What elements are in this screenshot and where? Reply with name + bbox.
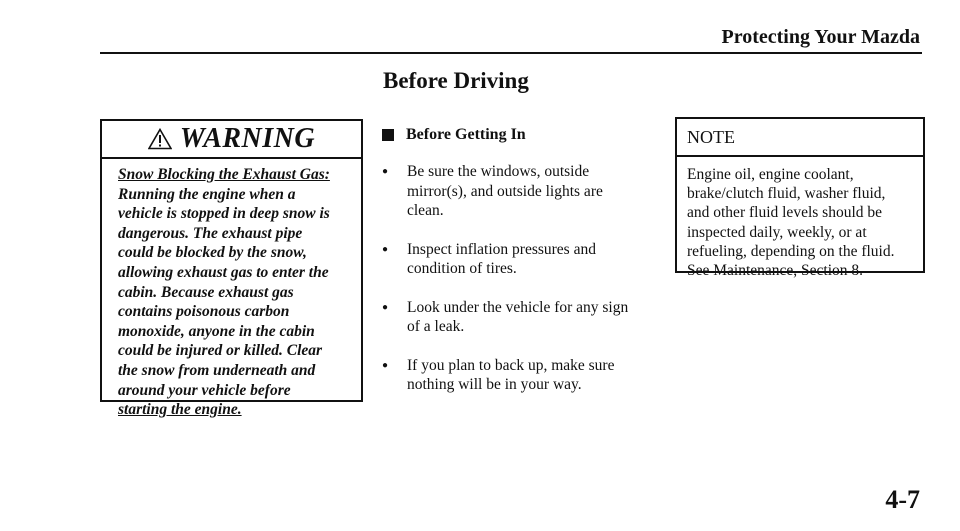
sub-heading: [382, 126, 652, 144]
item-line: of a leak.: [407, 318, 465, 335]
warning-line: cabin. Because exhaust gas: [118, 283, 294, 301]
sub-heading-text: Before Getting In: [406, 126, 526, 143]
warning-last-line: starting the engine.: [118, 401, 242, 419]
warning-body: [102, 159, 361, 420]
bullet-dot-icon: [382, 298, 407, 337]
warning-line: monoxide, anyone in the cabin: [118, 322, 315, 340]
warning-line: dangerous. The exhaust pipe: [118, 224, 303, 242]
list-item: [382, 298, 652, 337]
item-line: Inspect inflation pressures and: [407, 240, 596, 258]
item-line: mirror(s), and outside lights are: [407, 182, 603, 200]
warning-line: allowing exhaust gas to enter the: [118, 263, 329, 281]
warning-title: WARNING: [179, 123, 316, 154]
item-line: nothing will be in your way.: [407, 376, 582, 393]
list-item: [382, 240, 652, 279]
warning-line: around your vehicle before: [118, 381, 291, 399]
note-line: inspected daily, weekly, or at: [687, 223, 867, 241]
note-body: [677, 157, 923, 280]
warning-subtitle: Snow Blocking the Exhaust Gas:: [118, 166, 330, 183]
bullet-dot-icon: [382, 162, 407, 221]
item-line: Be sure the windows, outside: [407, 163, 590, 180]
item-line: Look under the vehicle for any sign: [407, 298, 629, 316]
note-line: and other fluid levels should be: [687, 204, 882, 222]
warning-line: could be blocked by the snow,: [118, 244, 307, 262]
page-number: 4-7: [885, 485, 920, 514]
warning-line: contains poisonous carbon: [118, 303, 290, 321]
item-line: If you plan to back up, make sure: [407, 356, 615, 374]
note-line: Engine oil, engine coolant,: [687, 166, 854, 183]
header-rule: [100, 52, 922, 54]
square-bullet-icon: [382, 129, 394, 141]
before-getting-in-section: [382, 126, 652, 414]
warning-line: [118, 400, 351, 420]
warning-line: Running the engine when a: [118, 185, 296, 203]
warning-line: the snow from underneath and: [118, 361, 316, 379]
item-line: clean.: [407, 202, 444, 219]
note-line: See Maintenance, Section 8.: [687, 262, 864, 280]
note-title: NOTE: [677, 119, 923, 157]
warning-line: could be injured or killed. Clear: [118, 342, 323, 360]
checklist: [382, 162, 652, 395]
note-line: brake/clutch fluid, washer fluid,: [687, 185, 886, 203]
bullet-dot-icon: [382, 356, 407, 395]
list-item: [382, 356, 652, 395]
note-box: [675, 117, 925, 280]
section-title: Before Driving: [383, 68, 529, 93]
warning-triangle-icon: [148, 128, 172, 150]
warning-line: vehicle is stopped in deep snow is: [118, 205, 330, 223]
note-line: refueling, depending on the fluid.: [687, 242, 895, 260]
item-line: condition of tires.: [407, 260, 517, 277]
header-title: Protecting Your Mazda: [721, 26, 920, 48]
bullet-dot-icon: [382, 240, 407, 279]
warning-header: [102, 121, 361, 159]
list-item: [382, 162, 652, 221]
warning-box: [100, 119, 363, 419]
